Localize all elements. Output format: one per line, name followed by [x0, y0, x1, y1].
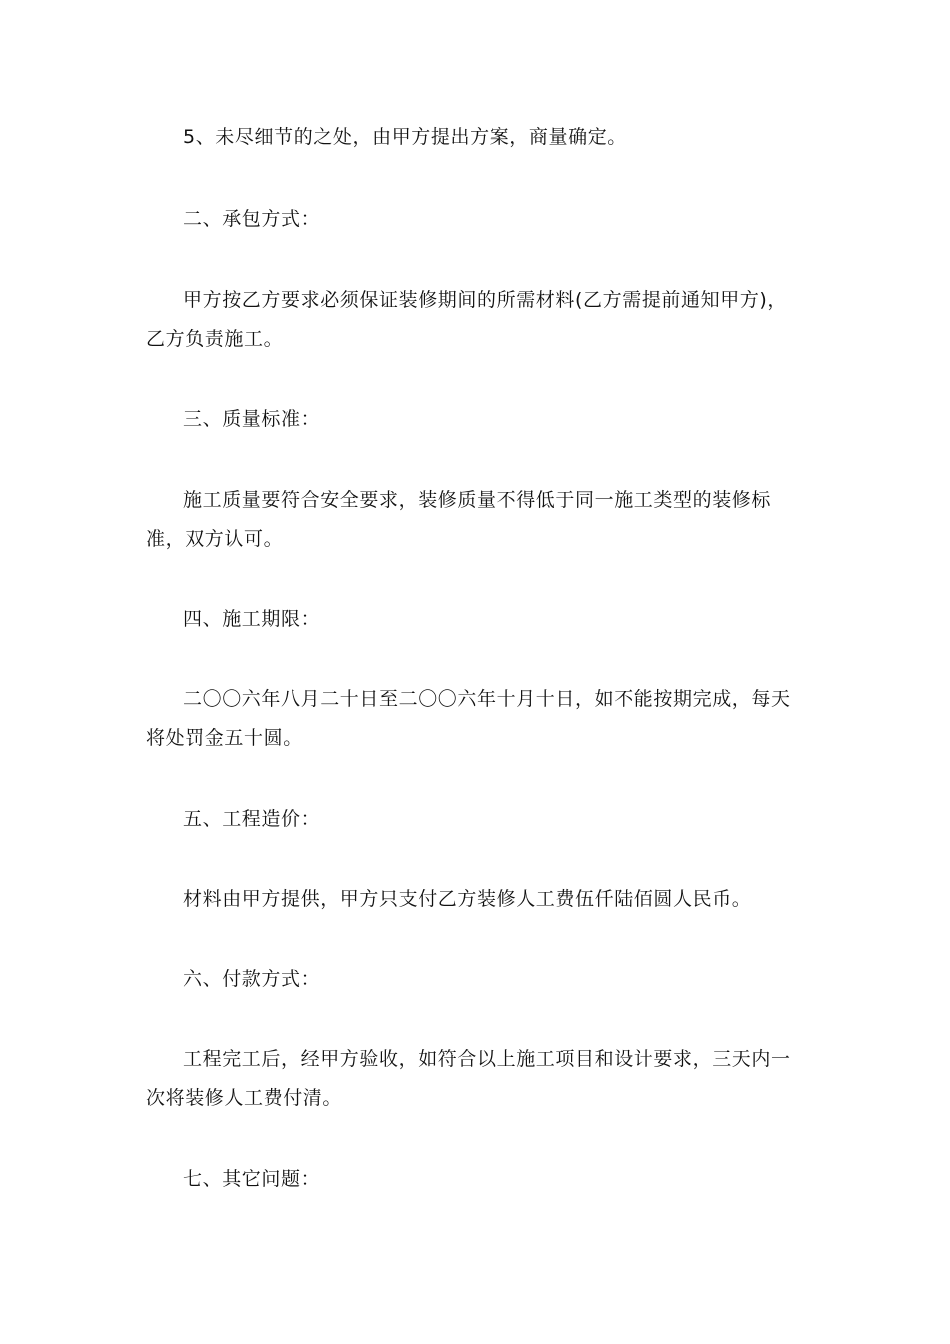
section-heading-payment-method: 六、付款方式： — [183, 968, 321, 990]
section-heading-construction-period: 四、施工期限： — [183, 608, 321, 630]
payment-method-text: 工程完工后，经甲方验收，如符合以上施工项目和设计要求，三天内一次将装修人工费付清。 — [146, 1048, 791, 1109]
contract-method-text: 甲方按乙方要求必须保证装修期间的所需材料(乙方需提前通知甲方)，乙方负责施工。 — [146, 289, 788, 350]
section-heading-project-cost: 五、工程造价： — [183, 808, 321, 830]
quality-standard-text: 施工质量要符合安全要求，装修质量不得低于同一施工类型的装修标准，双方认可。 — [146, 489, 772, 550]
section-heading-quality-standard: 三、质量标准： — [183, 408, 321, 430]
clause-5-text: 5、未尽细节的之处，由甲方提出方案，商量确定。 — [183, 126, 627, 148]
project-cost-text: 材料由甲方提供，甲方只支付乙方装修人工费伍仟陆佰圆人民币。 — [183, 888, 752, 910]
section-heading-other-issues: 七、其它问题： — [183, 1168, 321, 1190]
construction-period-text: 二〇〇六年八月二十日至二〇〇六年十月十日，如不能按期完成，每天将处罚金五十圆。 — [146, 688, 791, 749]
section-heading-contract-method: 二、承包方式： — [183, 208, 321, 230]
